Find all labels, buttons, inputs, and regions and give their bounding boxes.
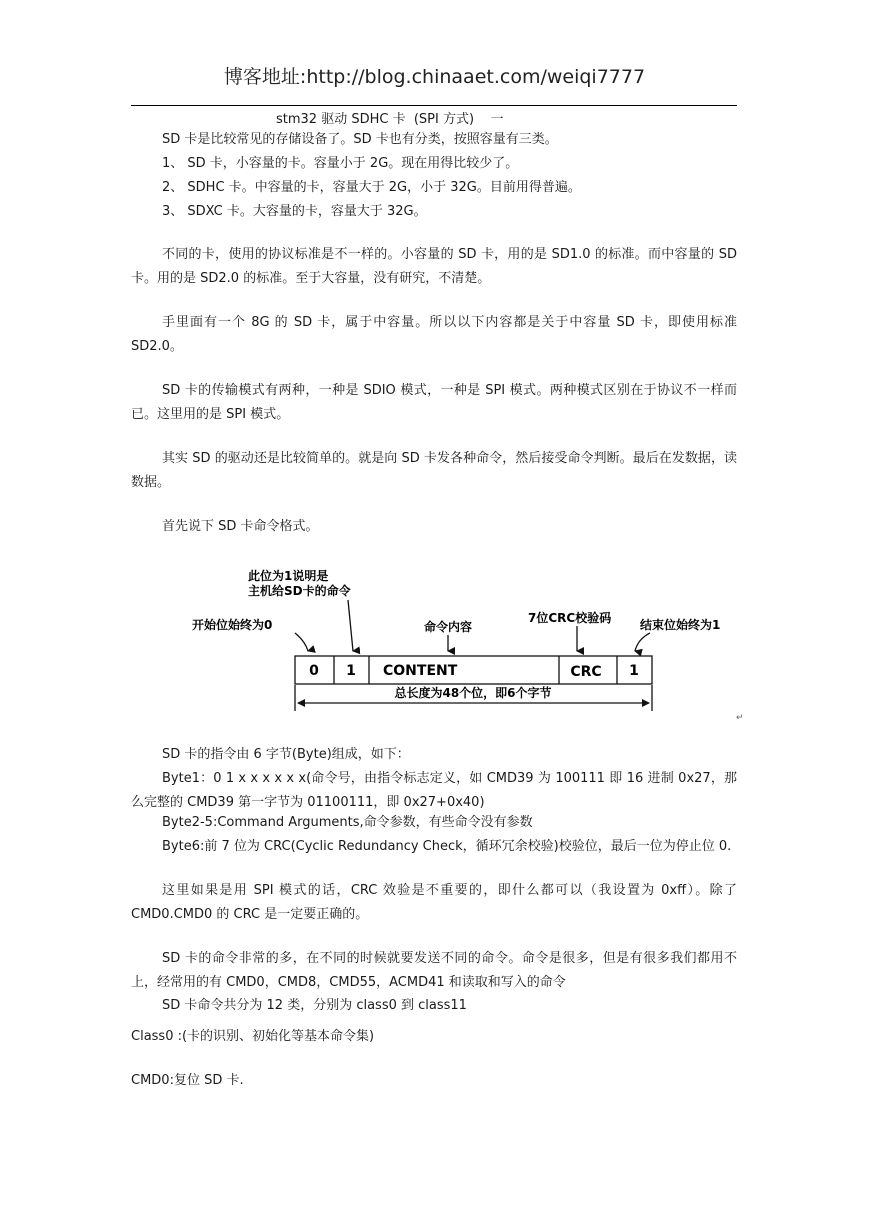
host-bit-note-line1: 此位为1说明是 [248, 569, 329, 583]
cell-content: CONTENT [383, 663, 458, 679]
cell-host-bit: 1 [346, 663, 356, 679]
paragraph-command-format: 首先说下 SD 卡命令格式。 [162, 519, 319, 534]
document-title: stm32 驱动 SDHC 卡 (SPI 方式) 一 [276, 112, 504, 127]
cell-end-bit: 1 [629, 663, 639, 679]
host-bit-arrow [348, 600, 353, 651]
start-bit-label: 开始位始终为0 [192, 618, 273, 632]
content-label: 命令内容 [424, 620, 473, 634]
end-bit-arrow [635, 633, 650, 651]
paragraph-byte1: Byte1：0 1 x x x x x x(命令号，由指令标志定义，如 CMD39 为 100111 即 16 进制 0x27，那么完整的 CMD39 第一字节为 01100111，即 0x27+0x40) [131, 771, 737, 810]
host-bit-note-line2: 主机给SD卡的命令 [248, 584, 351, 598]
paragraph-six-bytes: SD 卡的指令由 6 字节(Byte)组成，如下： [162, 747, 410, 762]
header-rule [131, 105, 737, 106]
list-item-sdxc: 3、 SDXC 卡。大容量的卡，容量大于 32G。 [162, 204, 427, 219]
paragraph-command-classes: SD 卡命令共分为 12 类，分别为 class0 到 class11 [162, 998, 467, 1013]
cmd0-line: CMD0:复位 SD 卡. [131, 1073, 244, 1088]
class0-heading: Class0 :(卡的识别、初始化等基本命令集) [131, 1029, 375, 1044]
paragraph-8g-card: 手里面有一个 8G 的 SD 卡，属于中容量。所以以下内容都是关于中容量 SD 卡，即使用标准 SD2.0。 [131, 315, 737, 354]
paragraph-crc-note: 这里如果是用 SPI 模式的话，CRC 效验是不重要的，即什么都可以（我设置为 0xff）。除了 CMD0.CMD0 的 CRC 是一定要正确的。 [131, 883, 737, 922]
end-bit-label: 结束位始终为1 [640, 618, 721, 632]
paragraph-mark: ↵ [736, 713, 744, 723]
blog-address-header: 博客地址:http://blog.chinaaet.com/weiqi7777 [223, 66, 646, 88]
cell-start-bit: 0 [309, 663, 319, 679]
paragraph-transfer-modes: SD 卡的传输模式有两种，一种是 SDIO 模式，一种是 SPI 模式。两种模式区别在于协议不一样而已。这里用的是 SPI 模式。 [131, 383, 737, 422]
intro-paragraph: SD 卡是比较常见的存储设备了。SD 卡也有分类，按照容量有三类。 [162, 132, 558, 147]
paragraph-byte6: Byte6:前 7 位为 CRC(Cyclic Redundancy Check，循环冗余校验)校验位，最后一位为停止位 0. [162, 839, 732, 854]
cell-crc: CRC [570, 664, 602, 680]
paragraph-byte2-5: Byte2-5:Command Arguments,命令参数，有些命令没有参数 [162, 815, 533, 830]
paragraph-common-commands: SD 卡的命令非常的多，在不同的时候就要发送不同的命令。命令是很多，但是有很多我们都用不上，经常用的有 CMD0，CMD8，CMD55，ACMD41 和读取和写入的命令 [131, 951, 737, 990]
paragraph-standards: 不同的卡，使用的协议标准是不一样的。小容量的 SD 卡，用的是 SD1.0 的标准。而中容量的 SD 卡。用的是 SD2.0 的标准。至于大容量，没有研究，不清楚。 [131, 247, 737, 286]
start-bit-arrow [295, 633, 308, 651]
paragraph-driver: 其实 SD 的驱动还是比较简单的。就是向 SD 卡发各种命令，然后接受命令判断。最后在发数据，读数据。 [131, 451, 737, 490]
command-format-diagram [180, 563, 740, 728]
list-item-sd: 1、 SD 卡，小容量的卡。容量小于 2G。现在用得比较少了。 [162, 156, 519, 171]
list-item-sdhc: 2、 SDHC 卡。中容量的卡，容量大于 2G，小于 32G。目前用得普遍。 [162, 180, 581, 195]
total-length-label: 总长度为48个位，即6个字节 [394, 686, 552, 700]
crc-label: 7位CRC校验码 [528, 611, 612, 625]
